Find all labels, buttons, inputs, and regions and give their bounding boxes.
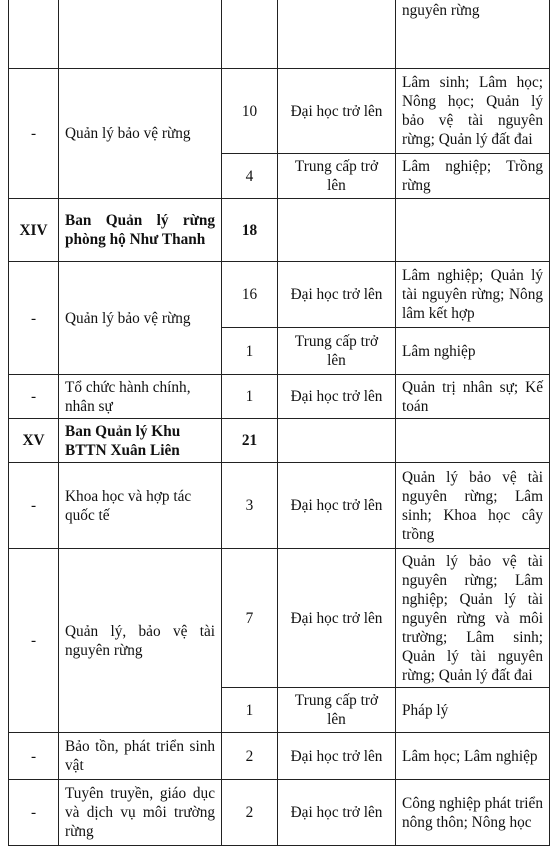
section-title: Ban Quản lý Khu BTTN Xuân Liên <box>59 419 222 463</box>
level-cell <box>278 0 396 69</box>
table-row <box>9 69 550 154</box>
unit-name-cell: Tổ chức hành chính, nhân sự <box>59 375 222 419</box>
major-cell: Quản lý bảo vệ tài nguyên rừng; Lâm nghiệp; Quản lý tài nguyên rừng và môi trường; Lâm sinh; Quản lý tài nguyên rừng; Quản lý đất đai <box>396 549 550 688</box>
major-cell: Lâm nghiệp; Trồng rừng <box>396 154 550 199</box>
count-cell: 4 <box>222 154 278 199</box>
level-cell: Đại học trở lên <box>278 69 396 154</box>
level-cell: Đại học trở lên <box>278 463 396 549</box>
section-number: XIV <box>9 199 59 262</box>
major-cell: Lâm học; Lâm nghiệp <box>396 733 550 780</box>
level-cell: Đại học trở lên <box>278 780 396 846</box>
unit-name-cell: Quản lý bảo vệ rừng <box>59 262 222 375</box>
unit-name-cell: Bảo tồn, phát triển sinh vật <box>59 733 222 780</box>
stt-cell: - <box>9 375 59 419</box>
table-row <box>9 375 550 419</box>
major-cell <box>396 419 550 463</box>
major-cell: Công nghiệp phát triển nông thôn; Nông học <box>396 780 550 846</box>
level-cell: Trung cấp trở lên <box>278 154 396 199</box>
major-cell <box>396 199 550 262</box>
unit-name-cell: Quản lý, bảo vệ tài nguyên rừng <box>59 549 222 733</box>
count-cell: 1 <box>222 328 278 375</box>
level-cell: Đại học trở lên <box>278 549 396 688</box>
section-title: Ban Quản lý rừng phòng hộ Như Thanh <box>59 199 222 262</box>
section-number: XV <box>9 419 59 463</box>
count-cell: 7 <box>222 549 278 688</box>
table-row <box>9 780 550 846</box>
table-row <box>9 463 550 549</box>
table-row <box>9 733 550 780</box>
stt-cell: - <box>9 780 59 846</box>
stt-cell: - <box>9 549 59 733</box>
count-cell: 1 <box>222 375 278 419</box>
section-count: 18 <box>222 199 278 262</box>
stt-cell <box>9 0 59 69</box>
major-cell: Quản trị nhân sự; Kế toán <box>396 375 550 419</box>
section-count: 21 <box>222 419 278 463</box>
staffing-table <box>8 0 550 846</box>
table-row <box>9 262 550 328</box>
major-cell: nguyên rừng <box>396 0 550 69</box>
major-cell: Pháp lý <box>396 688 550 733</box>
major-cell: Quản lý bảo vệ tài nguyên rừng; Lâm sinh; Khoa học cây trồng <box>396 463 550 549</box>
count-cell: 1 <box>222 688 278 733</box>
unit-name-cell: Tuyên truyền, giáo dục và dịch vụ môi trường rừng <box>59 780 222 846</box>
count-cell: 10 <box>222 69 278 154</box>
level-cell: Trung cấp trở lên <box>278 328 396 375</box>
level-cell: Trung cấp trở lên <box>278 688 396 733</box>
unit-name-cell <box>59 0 222 69</box>
count-cell: 2 <box>222 780 278 846</box>
count-cell: 3 <box>222 463 278 549</box>
table-row <box>9 549 550 688</box>
table-row <box>9 419 550 463</box>
level-cell <box>278 419 396 463</box>
level-cell: Đại học trở lên <box>278 262 396 328</box>
table-row <box>9 199 550 262</box>
count-cell: 2 <box>222 733 278 780</box>
major-cell: Lâm nghiệp <box>396 328 550 375</box>
unit-name-cell: Quản lý bảo vệ rừng <box>59 69 222 199</box>
major-cell: Lâm nghiệp; Quản lý tài nguyên rừng; Nông lâm kết hợp <box>396 262 550 328</box>
unit-name-cell: Khoa học và hợp tác quốc tế <box>59 463 222 549</box>
count-cell: 16 <box>222 262 278 328</box>
stt-cell: - <box>9 733 59 780</box>
stt-cell: - <box>9 463 59 549</box>
count-cell <box>222 0 278 69</box>
level-cell <box>278 199 396 262</box>
table-row <box>9 0 550 69</box>
level-cell: Đại học trở lên <box>278 375 396 419</box>
stt-cell: - <box>9 69 59 199</box>
stt-cell: - <box>9 262 59 375</box>
level-cell: Đại học trở lên <box>278 733 396 780</box>
major-cell: Lâm sinh; Lâm học; Nông học; Quản lý bảo vệ tài nguyên rừng; Quản lý đất đai <box>396 69 550 154</box>
